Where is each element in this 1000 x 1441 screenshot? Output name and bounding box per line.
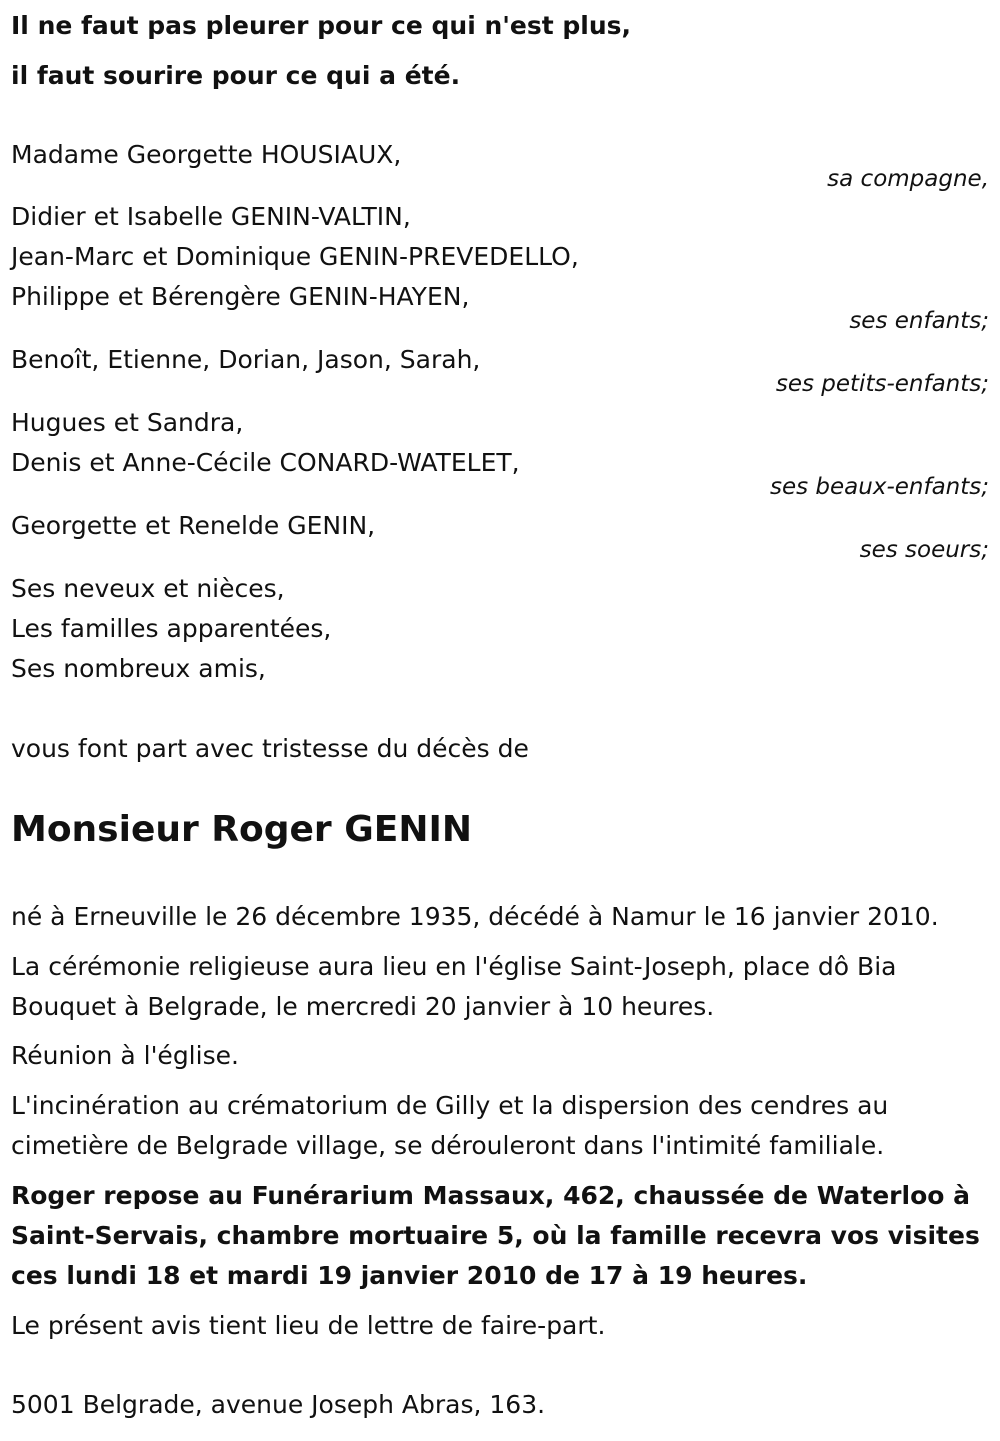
visitation-text: ces lundi 18 et mardi 19 janvier 2010 de 17 à 19 heures. — [11, 1261, 808, 1290]
ceremony-text: Bouquet à Belgrade, le mercredi 20 janvier à 10 heures. — [11, 992, 715, 1021]
family-name: Madame Georgette HOUSIAUX, — [11, 140, 402, 169]
family-name: Denis et Anne-Cécile CONARD-WATELET, — [11, 448, 520, 477]
visitation-text: Saint-Servais, chambre mortuaire 5, où la famille recevra vos visites — [11, 1221, 980, 1250]
relation-label: sa compagne, — [827, 166, 989, 192]
family-name: Philippe et Bérengère GENIN-HAYEN, — [11, 282, 470, 311]
family-name: Les familles apparentées, — [11, 614, 332, 643]
relation-label: ses enfants; — [849, 308, 989, 334]
family-name: Ses nombreux amis, — [11, 654, 266, 683]
deceased-name: Monsieur Roger GENIN — [11, 809, 473, 850]
family-name: Didier et Isabelle GENIN-VALTIN, — [11, 202, 411, 231]
relation-label: ses beaux-enfants; — [769, 474, 989, 500]
address-text: 5001 Belgrade, avenue Joseph Abras, 163. — [11, 1390, 546, 1419]
ceremony-text: La cérémonie religieuse aura lieu en l'église Saint-Joseph, place dô Bia — [11, 952, 897, 981]
notice-text: Le présent avis tient lieu de lettre de faire-part. — [11, 1311, 606, 1340]
meeting-text: Réunion à l'église. — [11, 1041, 239, 1070]
family-name: Georgette et Renelde GENIN, — [11, 511, 376, 540]
relation-label: ses soeurs; — [859, 537, 989, 563]
relation-label: ses petits-enfants; — [775, 371, 989, 397]
family-name: Jean-Marc et Dominique GENIN-PREVEDELLO, — [11, 242, 579, 271]
cremation-text: L'incinération au crématorium de Gilly et la dispersion des cendres au — [11, 1091, 889, 1120]
family-name: Hugues et Sandra, — [11, 408, 244, 437]
family-name: Ses neveux et nièces, — [11, 574, 285, 603]
visitation-text: Roger repose au Funérarium Massaux, 462, chaussée de Waterloo à — [11, 1181, 970, 1210]
epigraph-line-1: Il ne faut pas pleurer pour ce qui n'est plus, — [11, 11, 632, 40]
announcement-text: vous font part avec tristesse du décès de — [11, 734, 529, 763]
cremation-text: cimetière de Belgrade village, se dérouleront dans l'intimité familiale. — [11, 1131, 885, 1160]
birth-death-text: né à Erneuville le 26 décembre 1935, décédé à Namur le 16 janvier 2010. — [11, 902, 939, 931]
epigraph-line-2: il faut sourire pour ce qui a été. — [11, 61, 461, 90]
family-name: Benoît, Etienne, Dorian, Jason, Sarah, — [11, 345, 481, 374]
